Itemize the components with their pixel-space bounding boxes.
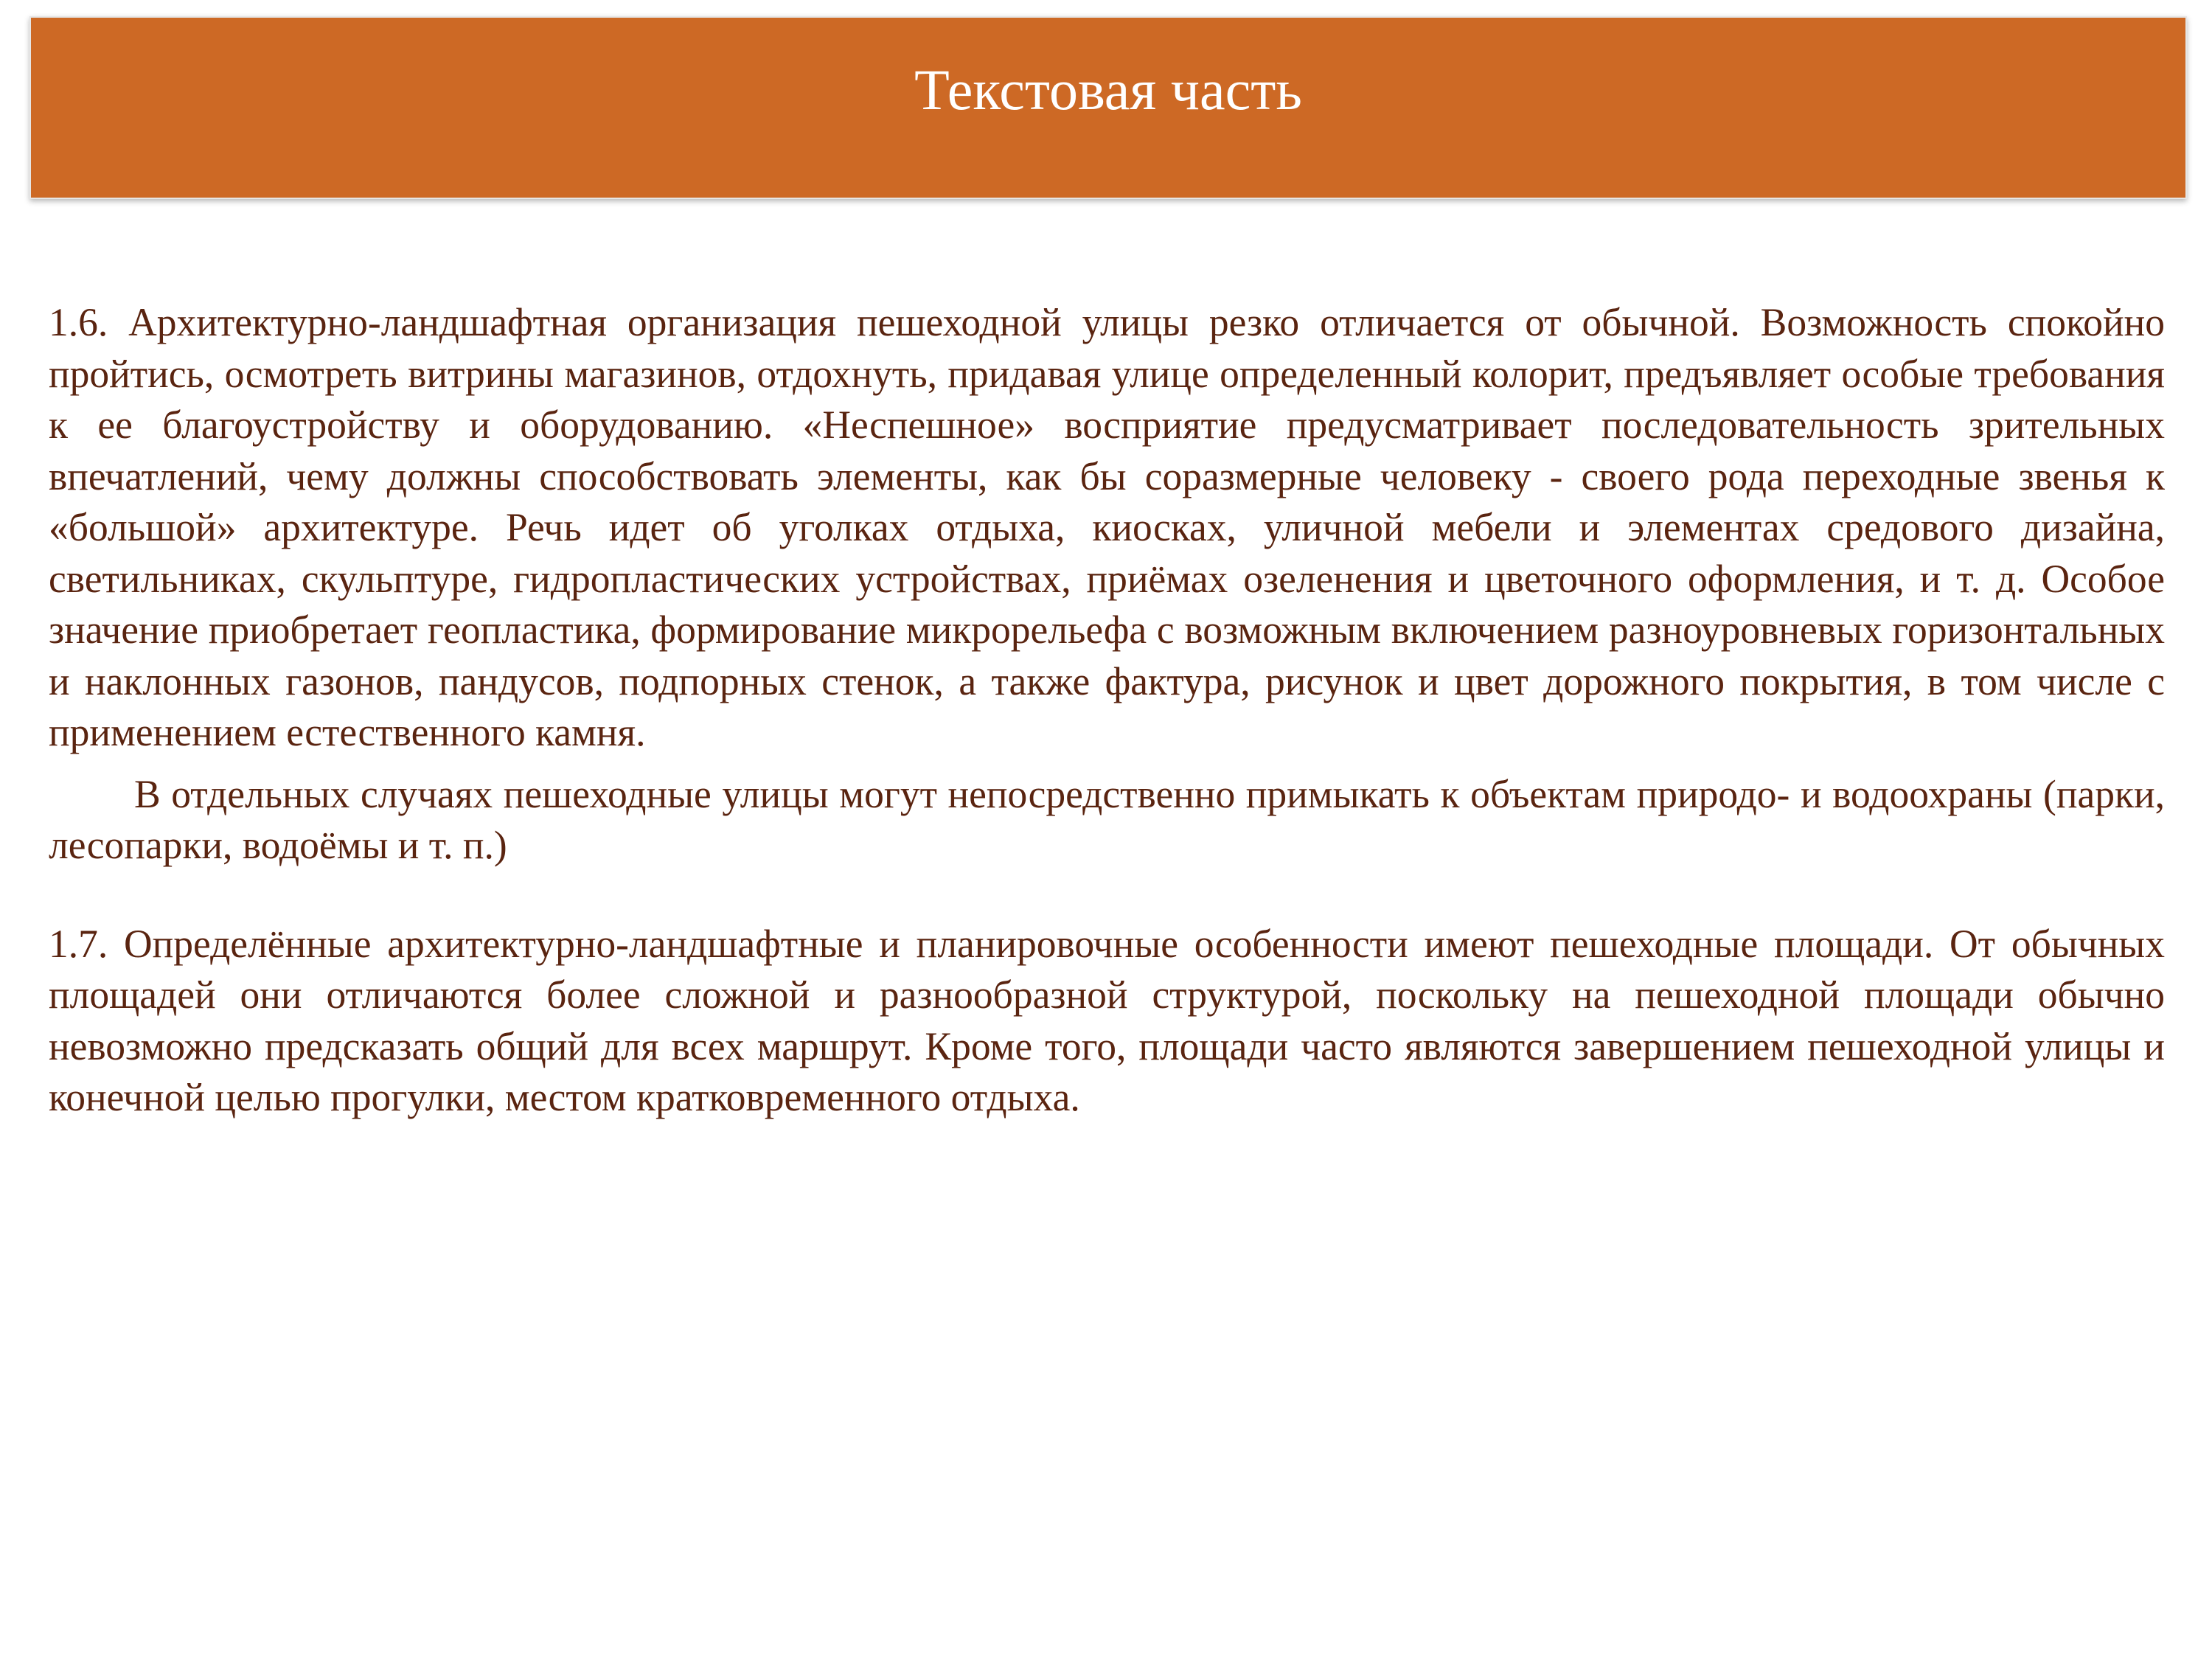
paragraph-1-6: 1.6. Архитектурно-ландшафтная организация пешеходной улицы резко отличается от обычной. Возможность спокойно пройтись, осмотреть витрины магазинов, отдохнуть, придавая улице определенный колорит, предъявляет особые требования к ее благоустройству и оборудованию. «Неспешное» восприятие предусматривает последовательность зрительных впечатлений, чему должны способствовать элементы, как бы соразмерные человеку - своего рода переходные звенья к «большой» архитектуре. Речь идет об уголках отдыха, киосках, уличной мебели и элементах средового дизайна, светильниках, скульптуре, гидропластических устройствах, приёмах озеленения и цветочного оформления, и т. д. Особое значение приобретает геопластика, формирование микрорельефа с возможным включением разноуровневых горизонтальных и наклонных газонов, пандусов, подпорных стенок, а также фактура, рисунок и цвет дорожного покрытия, в том числе с применением естественного камня. <box>49 300 2165 754</box>
paragraph-1-6-continued: В отдельных случаях пешеходные улицы могут непосредственно примыкать к объектам природо- и водоохраны (парки, лесопарки, водоёмы и т. п.) <box>49 771 2165 867</box>
body-text <box>49 297 2165 1124</box>
paragraph-1-7: 1.7. Определённые архитектурно-ландшафтные и планировочные особенности имеют пешеходные площади. От обычных площадей они отличаются более сложной и разнообразной структурой, поскольку на пешеходной площади обычно невозможно предсказать общий для всех маршрут. Кроме того, площади часто являются завершением пешеходной улицы и конечной целью прогулки, местом кратковременного отдыха. <box>49 921 2165 1119</box>
slide-title: Текстовая часть <box>914 58 1302 122</box>
title-banner <box>29 16 2187 199</box>
